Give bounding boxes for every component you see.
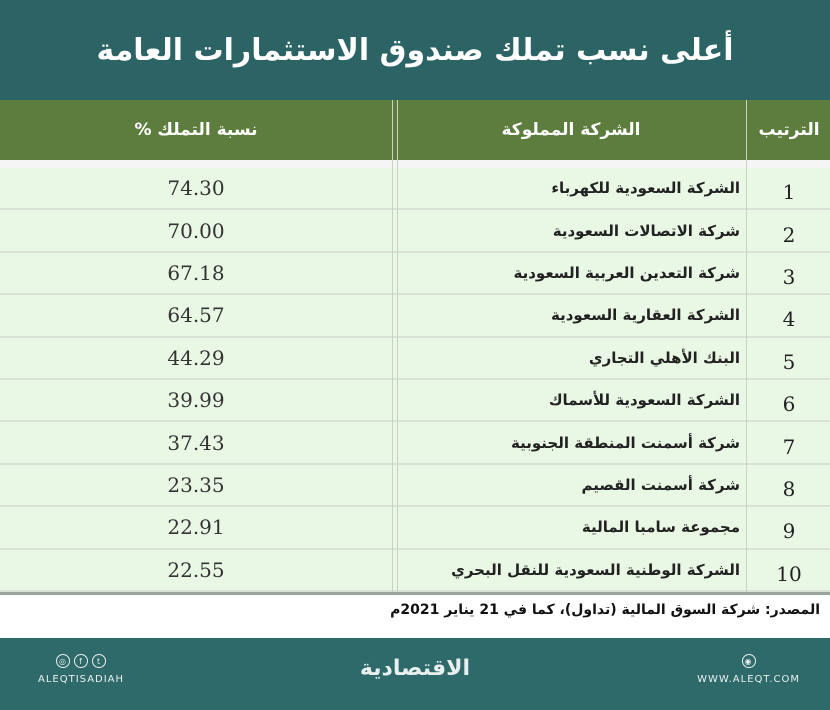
table-row	[0, 168, 830, 210]
company-cell: شركة التعدين العربية السعودية	[513, 263, 740, 282]
rank-cell: 8	[782, 476, 796, 501]
company-cell: البنك الأهلي التجاري	[588, 348, 740, 367]
rank-cell: 4	[782, 307, 796, 332]
table-row	[0, 465, 830, 507]
social-handle: ALEQTISADIAH	[38, 674, 125, 685]
company-cell: الشركة السعودية للكهرباء	[551, 179, 740, 198]
company-cell: الشركة الوطنية السعودية للنقل البحري	[451, 560, 740, 579]
company-cell: شركة أسمنت القصيم	[581, 475, 740, 494]
company-cell: الشركة السعودية للأسماك	[548, 391, 740, 410]
company-cell: شركة الاتصالات السعودية	[552, 221, 740, 240]
header-company: الشركة المملوكة	[501, 120, 641, 140]
pct-cell: 22.55	[167, 557, 225, 582]
website-link[interactable]: WWW.ALEQT.COM	[697, 674, 800, 685]
pct-cell: 37.43	[167, 430, 225, 455]
rank-cell: 7	[782, 434, 796, 459]
pct-cell: 39.99	[167, 388, 225, 413]
divider	[0, 592, 830, 595]
table-row	[0, 380, 830, 422]
rank-cell: 6	[782, 392, 796, 417]
instagram-icon[interactable]: ◎	[56, 654, 70, 668]
rank-cell: 3	[782, 264, 796, 289]
table-header	[0, 100, 830, 160]
pct-cell: 23.35	[167, 472, 225, 497]
header-gap	[0, 160, 830, 168]
rank-cell: 1	[782, 180, 796, 205]
rank-cell: 10	[776, 561, 802, 586]
pct-cell: 74.30	[167, 176, 225, 201]
table-body	[0, 168, 830, 592]
table-row	[0, 507, 830, 549]
table-row	[0, 295, 830, 337]
rank-cell: 2	[782, 222, 796, 247]
pct-cell: 22.91	[167, 515, 225, 540]
header-rank: الترتيب	[758, 120, 820, 140]
divider	[397, 100, 398, 594]
divider	[392, 100, 393, 594]
source-note: المصدر: شركة السوق المالية (تداول)، كما في 21 يناير 2021م	[390, 602, 820, 618]
table-row	[0, 338, 830, 380]
pct-cell: 44.29	[167, 345, 225, 370]
rank-cell: 9	[782, 519, 796, 544]
facebook-icon[interactable]: f	[74, 654, 88, 668]
pct-cell: 70.00	[167, 218, 225, 243]
header-pct: نسبة التملك %	[134, 120, 258, 140]
company-cell: شركة أسمنت المنطقة الجنوبية	[511, 433, 740, 452]
pct-cell: 64.57	[167, 303, 225, 328]
footer	[0, 638, 830, 710]
logo: الاقتصادية	[359, 656, 471, 681]
table-row	[0, 210, 830, 252]
company-cell: مجموعة سامبا المالية	[581, 518, 740, 537]
table-row	[0, 422, 830, 464]
table-row	[0, 550, 830, 592]
rank-cell: 5	[782, 349, 796, 374]
twitter-icon[interactable]: t	[92, 654, 106, 668]
web-icon: ◉	[742, 654, 756, 668]
website-block	[697, 654, 800, 685]
page-title: أعلى نسب تملك صندوق الاستثمارات العامة	[0, 0, 830, 100]
pct-cell: 67.18	[167, 260, 225, 285]
divider	[746, 100, 747, 594]
company-cell: الشركة العقارية السعودية	[550, 306, 740, 325]
table-row	[0, 253, 830, 295]
